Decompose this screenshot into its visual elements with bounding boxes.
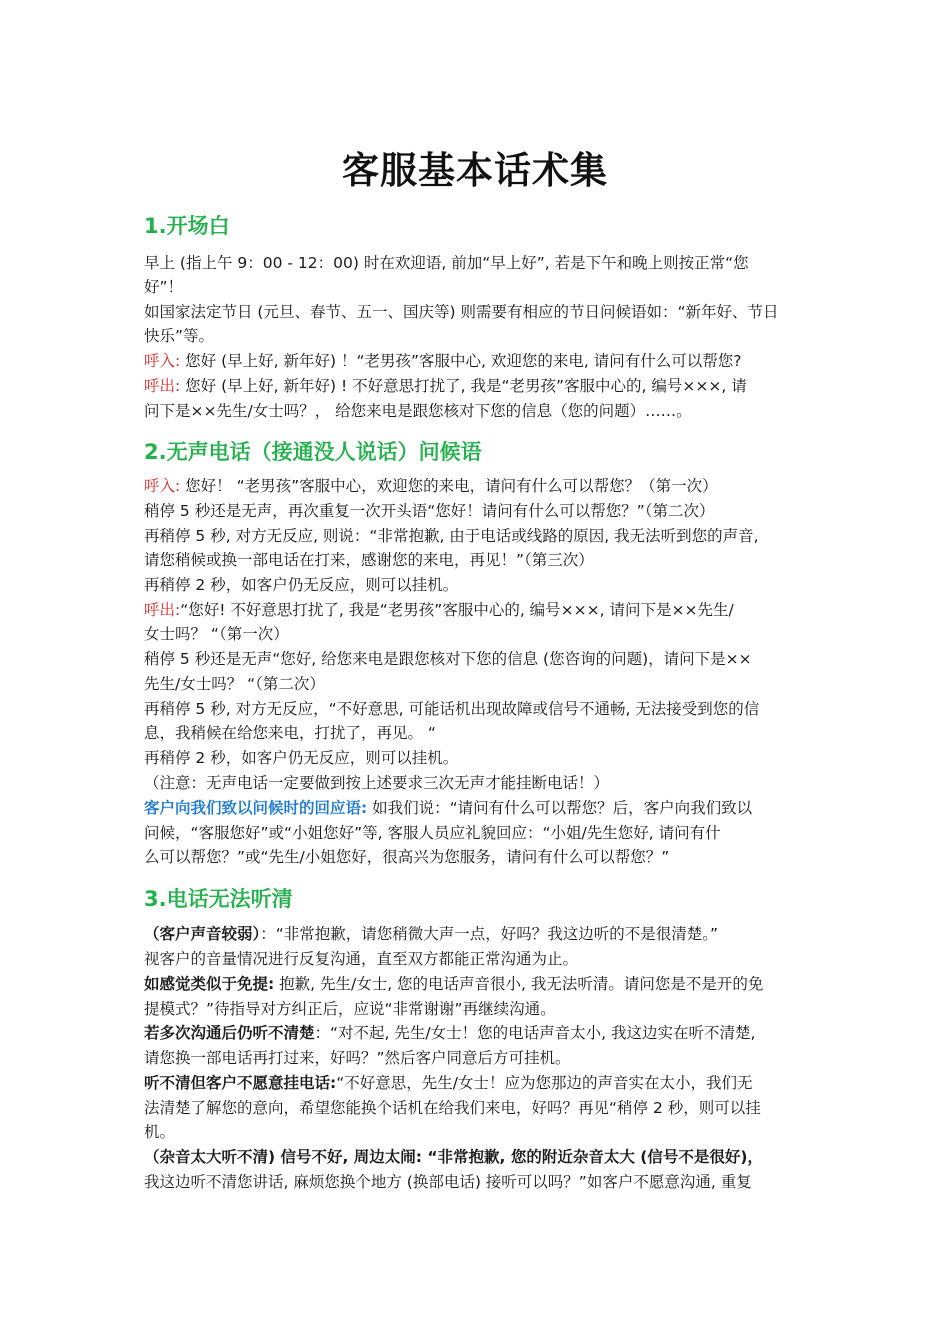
call-in-label: 呼入: [144,352,181,370]
line-text: ：“对不起, 先生/女士！您的电话声音太小, 我这边实在听不清楚, [314,1024,756,1042]
paragraph-line: 再稍停 2 秒，如客户仍无反应，则可以挂机。 [144,576,459,594]
paragraph-line: 么可以帮您？”或“先生/小姐您好，很高兴为您服务，请问有什么可以帮您？” [144,848,670,866]
paragraph-line: 息，我稍候在给您来电，打扰了，再见。 “ [144,724,436,742]
paragraph-line: 问候，“客服您好”或“小姐您好”等, 客服人员应礼貌回应：“小姐/先生您好, 请问有什 [144,824,721,842]
paragraph-line [144,796,816,820]
paragraph-line [144,922,816,946]
paragraph-line: 稍停 5 秒还是无声“您好, 给您来电是跟您核对下您的信息 (您咨询的问题)，请问下是×× [144,650,752,668]
paragraph-line: 好”！ [144,278,184,296]
paragraph-line: 再稍停 2 秒，如客户仍无反应，则可以挂机。 [144,749,459,767]
line-text: “非常抱歉, 您的附近杂音太大 (信号不是很好)， [421,1148,763,1166]
paragraph-line: 早上 (指上午 9：00 - 12：00) 时在欢迎语, 前加“早上好”, 若是下午和晚上则按正常“您 [144,254,749,272]
bold-label: 听不清但客户不愿意挂电话: [144,1074,337,1092]
line-text: 您好 (早上好, 新年好) ! 不好意思打扰了, 我是“老男孩”客服中心的, 编号×××, 请 [180,377,747,395]
document-title: 客服基本话术集 [342,149,608,192]
paragraph-line: 机。 [144,1123,176,1141]
paragraph-line: 问下是××先生/女士吗？， 给您来电是跟您核对下您的信息（您的问题）……。 [144,402,692,420]
bold-label: 如感觉类似于免提: [144,975,275,993]
paragraph-line: 视客户的音量情况进行反复沟通，直至双方都能正常沟通为止。 [144,950,579,968]
bold-label: （客户声音较弱） [144,925,261,943]
paragraph-line: 再稍停 5 秒, 对方无反应, 则说：“非常抱歉, 由于电话或线路的原因, 我无法听到您的声音, [144,527,759,545]
section-heading-2: 2.无声电话（接通没人说话）问候语 [144,440,482,464]
paragraph-line: 先生/女士吗？ “（第二次） [144,675,325,693]
paragraph-line: 请您换一部电话再打过来，好吗？”然后客户同意后方可挂机。 [144,1049,571,1067]
bold-label: （杂音太大听不清) 信号不好, 周边太闹: [144,1148,422,1166]
paragraph-line [144,1145,816,1169]
section-heading-1: 1.开场白 [144,214,230,238]
call-in-label: 呼入: [144,477,181,495]
paragraph-line: 快乐”等。 [144,327,215,345]
response-label: 客户向我们致以问候时的回应语: [144,799,368,817]
paragraph-line [144,349,816,373]
paragraph-line: 如国家法定节日 (元旦、春节、五一、国庆等) 则需要有相应的节日问候语如：“新年好、节日 [144,303,779,321]
line-text: 如我们说：“请问有什么可以帮您？后，客户向我们致以 [367,799,753,817]
line-text: 您好！ “老男孩”客服中心，欢迎您的来电，请问有什么可以帮您？（第一次） [180,477,718,495]
line-text: “您好! 不好意思打扰了, 我是“老男孩”客服中心的, 编号×××, 请问下是××先生/ [180,601,734,619]
paragraph-line: 法清楚了解您的意向，希望您能换个话机在给我们来电，好吗？再见“稍停 2 秒，则可以挂 [144,1099,761,1117]
paragraph-line [144,474,816,498]
call-out-label: 呼出: [144,601,181,619]
bold-label: 若多次沟通后仍听不清楚 [144,1024,315,1042]
call-out-label: 呼出: [144,377,181,395]
paragraph-line [144,598,816,622]
paragraph-line: 提模式？”待指导对方纠正后，应说“非常谢谢”再继续沟通。 [144,1000,556,1018]
section-heading-3: 3.电话无法听清 [144,887,293,911]
line-text: “不好意思，先生/女士！应为您那边的声音实在太小，我们无 [336,1074,753,1092]
line-text: 抱歉, 先生/女士, 您的电话声音很小, 我无法听清。请问您是不是开的免 [274,975,764,993]
paragraph-line [144,1021,816,1045]
paragraph-line: 请您稍候或换一部电话在打来，感谢您的来电，再见！”（第三次） [144,551,594,569]
paragraph-line [144,1071,816,1095]
paragraph-line [144,972,816,996]
paragraph-line: 我这边听不清您讲话, 麻烦您换个地方 (换部电话) 接听可以吗？”如客户不愿意沟通, 重复 [144,1173,752,1191]
paragraph-line: （注意：无声电话一定要做到按上述要求三次无声才能挂断电话！） [144,774,610,792]
paragraph-line [144,374,816,398]
line-text: ：“非常抱歉，请您稍微大声一点，好吗？我这边听的不是很清楚。” [260,925,719,943]
paragraph-line: 再稍停 5 秒, 对方无反应，“不好意思, 可能话机出现故障或信号不通畅, 无法接受到您的信 [144,700,760,718]
line-text: 您好 (早上好, 新年好) ！“老男孩”客服中心, 欢迎您的来电, 请问有什么可以帮您? [180,352,742,370]
paragraph-line: 女士吗？ “（第一次） [144,625,289,643]
paragraph-line: 稍停 5 秒还是无声，再次重复一次开头语“您好！请问有什么可以帮您？”（第二次） [144,502,715,520]
